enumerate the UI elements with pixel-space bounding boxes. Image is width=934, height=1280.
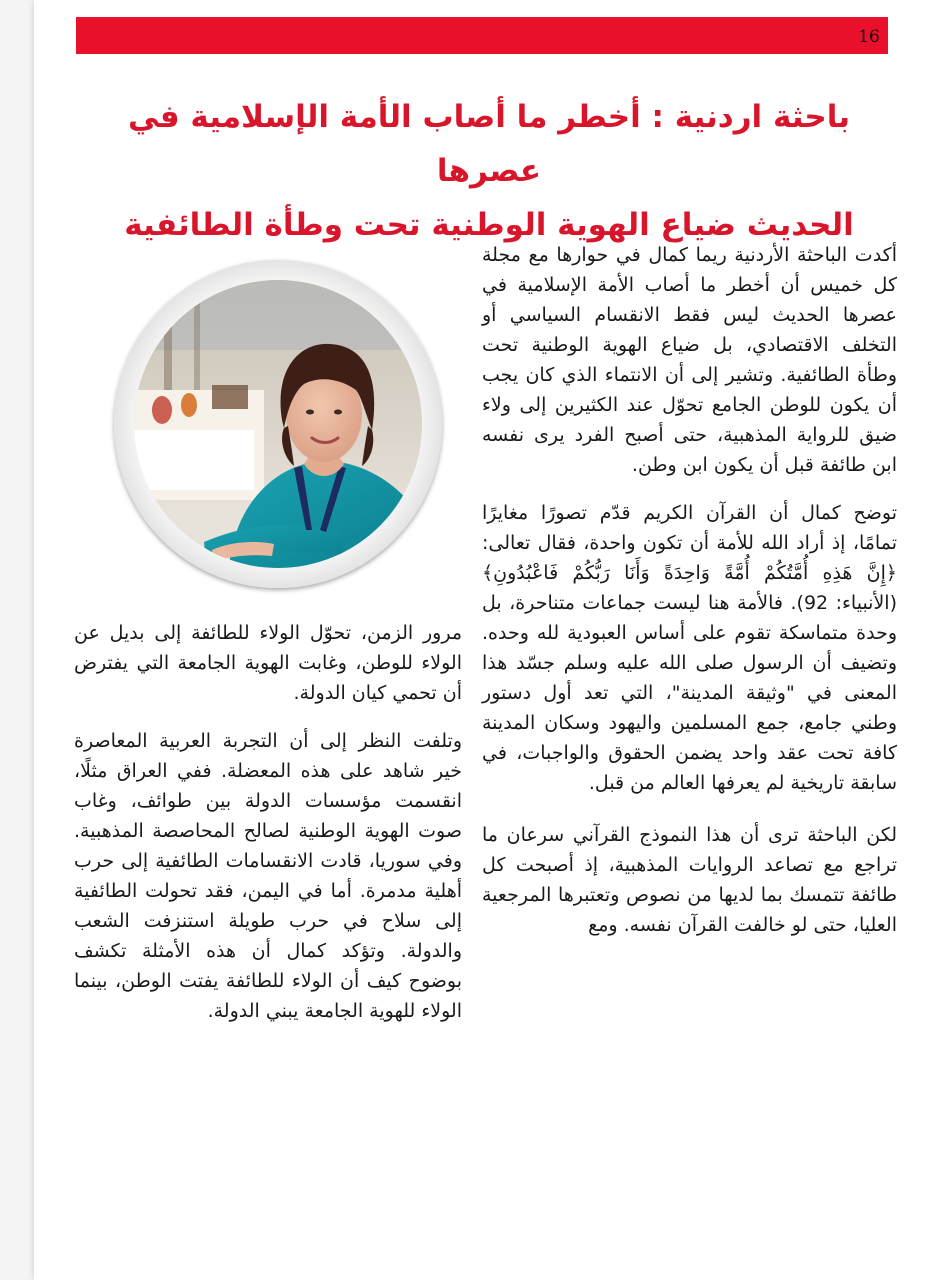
portrait-photo: [134, 280, 422, 568]
article-right-column: [482, 240, 897, 956]
article-paragraph: لكن الباحثة ترى أن هذا النموذج القرآني سرعان ما تراجع مع تصاعد الروايات المذهبية، إذ أصبحت كل طائفة تتمسك بما لديها من نصوص وتعتبرها المرجعية العليا، حتى لو خالفت القرآن نفسه. ومع: [482, 824, 897, 936]
header-red-bar: [76, 17, 888, 54]
article-headline: [94, 90, 884, 252]
article-paragraph: وتلفت النظر إلى أن التجربة العربية المعاصرة خير شاهد على هذه المعضلة. ففي العراق مثلًا، انقسمت مؤسسات الدولة بين طوائف، وغاب صوت الهوية الوطنية لصالح المحاصصة المذهبية. وفي سوريا، قادت الانقسامات الطائفية إلى حرب أهلية مدمرة. أما في اليمن، فقد تحولت الطائفية إلى سلاح في حرب طويلة استنزفت الشعب والدولة. وتؤكد كمال أن هذه الأمثلة تكشف بوضوح كيف أن الولاء للطائفة يفتت الوطن، بينما الولاء للهوية الجامعة يبني الدولة.: [74, 730, 462, 1022]
article-left-column: [74, 618, 462, 1042]
article-paragraph: توضح كمال أن القرآن الكريم قدّم تصورًا مغايرًا تمامًا، إذ أراد الله للأمة أن تكون واحدة، فقال تعالى: ﴿إِنَّ هَذِهِ أُمَّتُكُمْ أُمَّةً وَاحِدَةً وَأَنَا رَبُّكُمْ فَاعْبُدُونِ﴾ (الأنبياء: 92). فالأمة هنا ليست جماعات متناحرة، بل وحدة متماسكة تقوم على أساس العبودية لله وحده. وتضيف أن الرسول صلى الله عليه وسلم جسّد هذا المعنى في "وثيقة المدينة"، التي تعد أول دستور وطني جامع، جمع المسلمين واليهود وسكان المدينة كافة تحت عقد واحد يضمن الحقوق والواجبات، في سابقة تاريخية لم يعرفها العالم من قبل.: [482, 502, 897, 794]
page-number: 16: [858, 27, 880, 47]
headline-line-2: الحديث ضياع الهوية الوطنية تحت وطأة الطائفية: [124, 207, 854, 243]
portrait-frame: [114, 260, 442, 588]
portrait-illustration: [134, 280, 422, 568]
article-paragraph: أكدت الباحثة الأردنية ريما كمال في حوارها مع مجلة كل خميس أن أخطر ما أصاب الأمة الإسلامية في عصرها الحديث ليس فقط الانقسام السياسي أو التخلف الاقتصادي، بل ضياع الهوية الوطنية تحت وطأة الطائفية. وتشير إلى أن الانتماء الذي كان يجب أن يكون للوطن الجامع تحوّل عند الكثيرين إلى ولاء ضيق للرواية المذهبية، حتى أصبح الفرد يرى نفسه ابن طائفة قبل أن يكون ابن وطن.: [482, 244, 897, 476]
article-paragraph: مرور الزمن، تحوّل الولاء للطائفة إلى بديل عن الولاء للوطن، وغابت الهوية الجامعة التي يفترض أن تحمي كيان الدولة.: [74, 622, 462, 704]
headline-line-1: باحثة اردنية : أخطر ما أصاب الأمة الإسلامية في عصرها: [127, 99, 851, 189]
magazine-page: [34, 0, 934, 1280]
